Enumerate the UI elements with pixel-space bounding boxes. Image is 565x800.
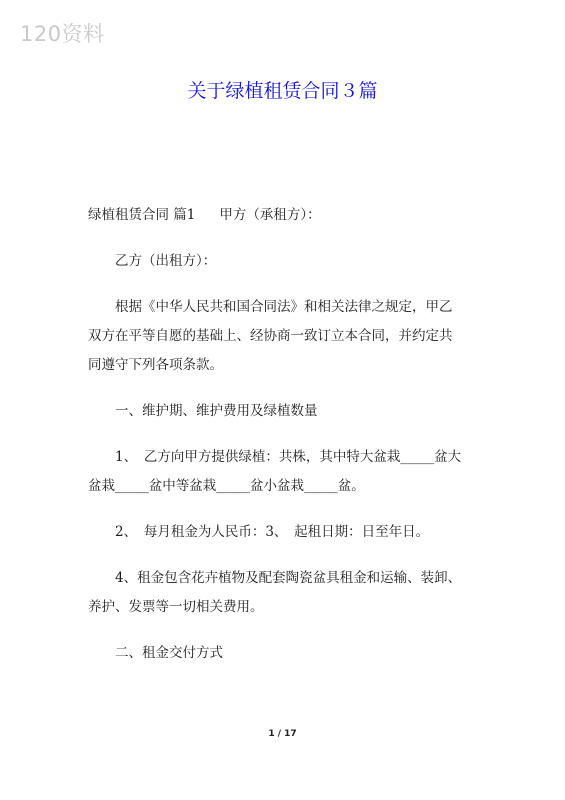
document-body (88, 201, 488, 685)
page-title: 关于绿植租赁合同３篇 (187, 80, 378, 102)
item-1-line-2: 盆栽_____盆中等盆栽_____盆小盆栽_____盆。 (88, 478, 365, 494)
preamble-line-1: 根据《中华人民共和国合同法》和相关法律之规定，甲乙 (115, 299, 453, 315)
preamble-line-3: 同遵守下列各项条款。 (88, 357, 223, 373)
item-4-line-2: 养护、发票等一切相关费用。 (88, 599, 264, 615)
contract-section-label: 绿植租赁合同 篇1 (88, 207, 196, 223)
item-4-line-1: 4、租金包含花卉植物及配套陶瓷盆具租金和运输、装卸、 (115, 570, 462, 586)
paragraph-section-one: 一、维护期、维护费用及绿植数量 (115, 403, 318, 419)
preamble-line-2: 双方在平等自愿的基础上、经协商一致订立本合同，并约定共 (88, 328, 453, 344)
paragraph-item-2-3: 2、 每月租金为人民币：3、 起租日期：日至年日。 (115, 524, 430, 540)
paragraph-preamble (88, 293, 488, 380)
item-1-line-1: 1、 乙方向甲方提供绿植：共株，其中特大盆栽_____盆大 (115, 449, 462, 465)
paragraph-contract-heading (88, 201, 488, 230)
paragraph-party-b: 乙方（出租方）： (115, 253, 217, 269)
paragraph-item-1 (88, 443, 488, 501)
watermark-logo: 120资料 (20, 22, 105, 46)
party-a-label: 甲方（承租方）： (219, 207, 321, 223)
page-number: 1 / 17 (268, 729, 297, 739)
paragraph-item-4 (88, 564, 488, 622)
paragraph-section-two: 二、租金交付方式 (115, 645, 223, 661)
